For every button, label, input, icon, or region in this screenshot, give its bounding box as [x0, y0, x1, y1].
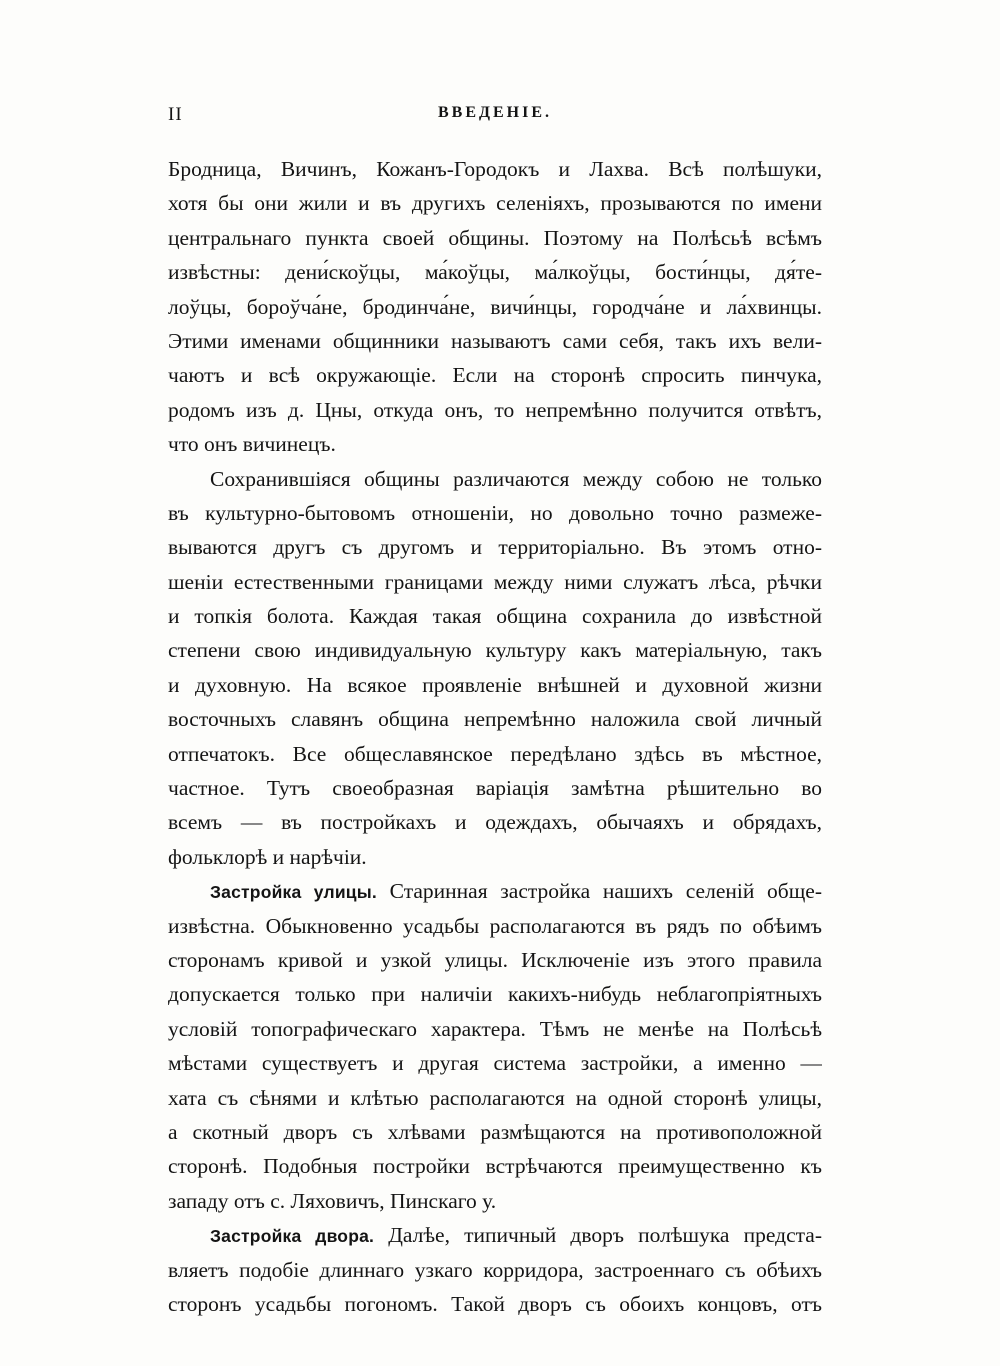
line-text: Бродница, Вичинъ, Кожанъ-Городокъ и Лахва. Всѣ полѣшуки,: [168, 157, 822, 181]
text-line: [168, 805, 822, 839]
text-line: [168, 840, 822, 874]
text-line: [168, 977, 822, 1011]
line-text: частное. Тутъ своеобразная варіація замѣтна рѣшительно во: [168, 776, 822, 801]
text-line: [168, 1253, 822, 1287]
text-line: [168, 427, 822, 461]
text-line: [168, 668, 822, 702]
text-line: [168, 186, 822, 220]
line-text: Сохранившіяся общины различаются между собою не только: [210, 466, 822, 491]
text-line: [168, 1081, 822, 1115]
line-text: а скотный дворъ съ хлѣвами размѣщаются на противоположной: [168, 1119, 822, 1144]
line-text: мѣстами существуетъ и другая система застройки, а именно —: [168, 1051, 822, 1076]
running-title: ВВЕДЕНІЕ.: [437, 104, 553, 121]
text-line: [168, 565, 822, 599]
line-text: хотя бы они жили и въ другихъ селеніяхъ, прозываются по имени: [168, 191, 822, 216]
text-line: [168, 943, 822, 977]
body-text: [168, 152, 822, 1321]
text-line: [168, 221, 822, 255]
line-text: что онъ вичинецъ.: [168, 432, 336, 457]
line-text: чаютъ и всѣ окружающіе. Если на сторонѣ спросить пинчука,: [168, 363, 822, 388]
text-line: [168, 599, 822, 633]
text-line: [168, 1046, 822, 1080]
text-line: [168, 290, 822, 324]
text-line: [168, 1149, 822, 1183]
line-text: допускается только при наличіи какихъ-нибудь неблагопріятныхъ: [168, 982, 822, 1007]
text-line: [168, 771, 822, 805]
line-text: Этими именами общинники называютъ сами себя, такъ ихъ вели-: [168, 328, 822, 353]
line-text: родомъ изъ д. Цны, откуда онъ, то непремѣнно получится отвѣтъ,: [168, 397, 822, 422]
line-text: лоўцы, бороўча́не, бродинча́не, вичи́нцы, городча́не и ла́хвинцы.: [168, 294, 822, 319]
section-heading: Застройка двора.: [210, 1226, 375, 1247]
text-line: [168, 324, 822, 358]
line-text: извѣстны: дени́скоўцы, ма́коўцы, ма́лкоўцы, бости́нцы, дя́те-: [168, 260, 822, 285]
line-text: сторонамъ кривой и узкой улицы. Исключеніе изъ этого правила: [168, 947, 822, 972]
page-number: II: [168, 104, 183, 125]
line-text: хата съ сѣнями и клѣтью располагаются на одной сторонѣ улицы,: [168, 1085, 822, 1110]
text-line: [168, 530, 822, 564]
line-text: степени свою индивидуальную культуру какъ матеріальную, такъ: [168, 638, 822, 663]
text-line: [168, 874, 822, 908]
line-text: центральнаго пункта своей общины. Поэтому на Полѣсьѣ всѣмъ: [168, 225, 822, 250]
text-line: [168, 702, 822, 736]
text-line: [168, 1115, 822, 1149]
text-line: [168, 909, 822, 943]
line-text: условій топографическаго характера. Тѣмъ не менѣе на Полѣсьѣ: [168, 1016, 822, 1041]
text-line: [168, 393, 822, 427]
text-line: [168, 462, 822, 496]
text-line: [168, 255, 822, 289]
running-head: [168, 104, 822, 128]
line-text: фольклорѣ и нарѣчіи.: [168, 844, 367, 869]
section-heading: Застройка улицы.: [210, 882, 377, 903]
line-text: вляетъ подобіе длиннаго узкаго корридора, застроеннаго съ обѣихъ: [168, 1257, 822, 1282]
text-line: [168, 1012, 822, 1046]
line-text: въ культурно-бытовомъ отношеніи, но довольно точно размеже-: [168, 500, 822, 525]
text-line: [168, 633, 822, 667]
line-text: отпечатокъ. Все общеславянское передѣлано здѣсь въ мѣстное,: [168, 741, 822, 766]
text-line: [168, 1218, 822, 1252]
text-line: [168, 1184, 822, 1218]
text-line: [168, 152, 822, 186]
line-text: Далѣе, типичный дворъ полѣшука предста-: [374, 1223, 822, 1248]
text-line: [168, 1287, 822, 1321]
line-text: западу отъ с. Ляховичъ, Пинскаго у.: [168, 1188, 497, 1213]
line-text: Старинная застройка нашихъ селеній обще-: [376, 879, 822, 904]
line-text: сторонъ усадьбы погономъ. Такой дворъ съ обоихъ концовъ, отъ: [168, 1291, 822, 1316]
text-line: [168, 496, 822, 530]
text-line: [168, 737, 822, 771]
line-text: всемъ — въ постройкахъ и одеждахъ, обычаяхъ и обрядахъ,: [168, 810, 822, 835]
line-text: сторонѣ. Подобныя постройки встрѣчаются преимущественно къ: [168, 1154, 822, 1179]
line-text: шеніи естественными границами между ними служатъ лѣса, рѣчки: [168, 569, 822, 594]
line-text: и духовную. На всякое проявленіе внѣшней и духовной жизни: [168, 672, 822, 697]
line-text: и топкія болота. Каждая такая община сохранила до извѣстной: [168, 604, 822, 629]
text-line: [168, 358, 822, 392]
line-text: вываются другъ съ другомъ и территоріально. Въ этомъ отно-: [168, 535, 822, 560]
line-text: восточныхъ славянъ община непремѣнно наложила свой личный: [168, 707, 822, 732]
line-text: извѣстна. Обыкновенно усадьбы располагаются въ рядъ по обѣимъ: [168, 913, 822, 938]
